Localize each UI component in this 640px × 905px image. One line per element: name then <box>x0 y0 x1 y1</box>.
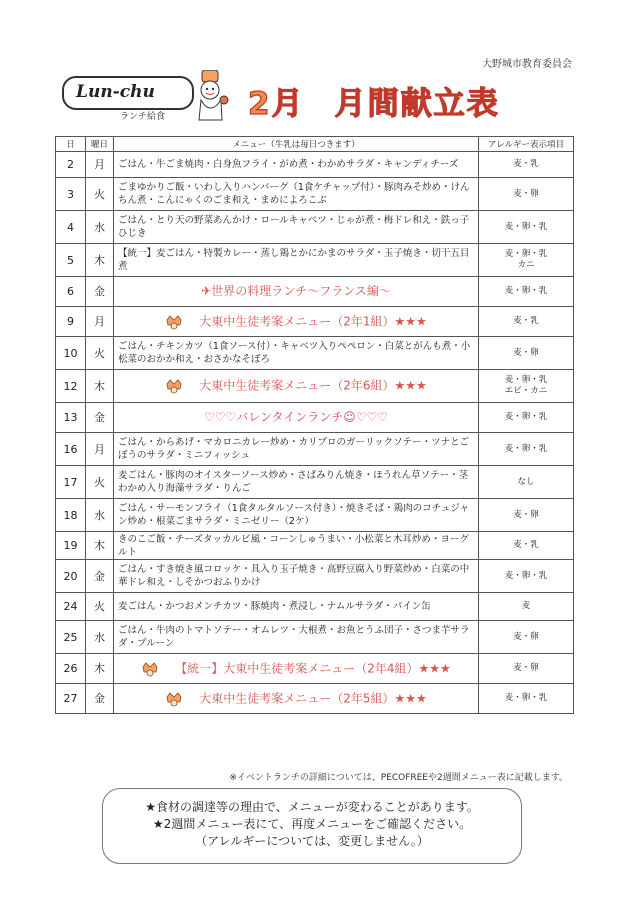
day-cell: 20 <box>56 560 86 593</box>
allergy-cell: 麦・乳 <box>479 532 574 560</box>
weekday-cell: 火 <box>86 466 114 499</box>
table-row <box>56 277 574 307</box>
day-cell: 26 <box>56 654 86 684</box>
allergy-cell: 麦・卵・乳 <box>479 403 574 433</box>
table-row <box>56 433 574 466</box>
header-allergy: アレルギー表示項目 <box>479 137 574 152</box>
event-menu-text: ♡♡♡バレンタインランチ☺♡♡♡ <box>203 410 389 424</box>
event-menu-cell <box>114 307 479 337</box>
allergy-cell: 麦・卵・乳 <box>479 560 574 593</box>
weekday-cell: 月 <box>86 433 114 466</box>
menu-cell: ごまゆかりご飯・いわし入りハンバーグ（1食ケチャップ付）・豚肉みそ炒め・けんちん煮・こんにゃくのごま和え・まめによろこぶ <box>114 178 479 211</box>
event-menu-text: 【統一】大東中生徒考案メニュー（2年4組）★★★ <box>175 661 451 675</box>
event-menu-text: 大東中生徒考案メニュー（2年5組）★★★ <box>199 691 427 705</box>
allergy-cell: 麦・卵 <box>479 178 574 211</box>
menu-cell: ごはん・すき焼き風コロッケ・具入り玉子焼き・高野豆腐入り野菜炒め・白菜の中華ドレ和え・しそかつおふりかけ <box>114 560 479 593</box>
menu-cell: 麦ごはん・かつおメンチカツ・豚焼肉・煮浸し・ナムルサラダ・パイン缶 <box>114 593 479 621</box>
weekday-cell: 金 <box>86 560 114 593</box>
allergy-cell: 麦・卵・乳 <box>479 684 574 714</box>
weekday-cell: 金 <box>86 403 114 433</box>
menu-cell: ごはん・牛ごま焼肉・白身魚フライ・がめ煮・わかめサラダ・キャンディチーズ <box>114 152 479 178</box>
allergy-cell: 麦・卵・乳 エビ・カニ <box>479 370 574 403</box>
table-row <box>56 244 574 277</box>
allergy-cell: 麦・乳 <box>479 307 574 337</box>
allergy-cell: 麦・卵・乳 カニ <box>479 244 574 277</box>
notice-line: ★食材の調達等の理由で、メニューが変わることがあります。 <box>145 800 479 814</box>
event-menu-text: ✈世界の料理ランチ～フランス編～ <box>201 284 391 298</box>
crown-mascot-icon <box>141 661 159 677</box>
day-cell: 18 <box>56 499 86 532</box>
table-row <box>56 684 574 714</box>
day-cell: 24 <box>56 593 86 621</box>
table-row <box>56 654 574 684</box>
logo-text: Lun-chu <box>76 82 155 102</box>
day-cell: 13 <box>56 403 86 433</box>
logo-frame <box>62 76 194 110</box>
table-row <box>56 499 574 532</box>
menu-cell: ごはん・とり天の野菜あんかけ・ロールキャベツ・じゃが煮・梅ドレ和え・鉄っ子ひじき <box>114 211 479 244</box>
table-row <box>56 307 574 337</box>
menu-cell: きのこご飯・チーズタッカルビ風・コーンしゅうまい・小松菜と木耳炒め・ヨーグルト <box>114 532 479 560</box>
crown-mascot-icon <box>165 314 183 330</box>
weekday-cell: 水 <box>86 499 114 532</box>
page-title <box>248 78 500 123</box>
day-cell: 17 <box>56 466 86 499</box>
allergy-cell: 麦 <box>479 593 574 621</box>
menu-cell: ごはん・からあげ・マカロニカレー炒め・カリブロのガーリックソテー・ツナとごぼうのサラダ・ミニフィッシュ <box>114 433 479 466</box>
table-row <box>56 337 574 370</box>
table-row <box>56 593 574 621</box>
title-month: 2月 <box>248 86 305 122</box>
weekday-cell: 火 <box>86 593 114 621</box>
table-row <box>56 370 574 403</box>
notice-box <box>102 788 522 864</box>
menu-cell: 【統一】麦ごはん・特製カレー・蒸し鶏とかにかまのサラダ・玉子焼き・切干五目煮 <box>114 244 479 277</box>
weekday-cell: 木 <box>86 370 114 403</box>
allergy-cell: 麦・卵 <box>479 337 574 370</box>
allergy-cell: 麦・卵 <box>479 621 574 654</box>
weekday-cell: 金 <box>86 684 114 714</box>
event-menu-cell <box>114 684 479 714</box>
day-cell: 10 <box>56 337 86 370</box>
day-cell: 9 <box>56 307 86 337</box>
allergy-cell: なし <box>479 466 574 499</box>
allergy-cell: 麦・卵・乳 <box>479 211 574 244</box>
table-row <box>56 532 574 560</box>
logo-subtitle: ランチ給食 <box>120 112 166 122</box>
title-main: 月間献立表 <box>334 86 500 122</box>
weekday-cell: 金 <box>86 277 114 307</box>
table-row <box>56 211 574 244</box>
day-cell: 25 <box>56 621 86 654</box>
event-menu-cell <box>114 277 479 307</box>
event-menu-cell <box>114 370 479 403</box>
table-row <box>56 178 574 211</box>
table-row <box>56 152 574 178</box>
footnote: ※イベントランチの詳細については、PECOFREEや2週間メニュー表に記載します。 <box>229 773 568 783</box>
weekday-cell: 水 <box>86 211 114 244</box>
weekday-cell: 木 <box>86 654 114 684</box>
day-cell: 6 <box>56 277 86 307</box>
header-menu: メニュー（牛乳は毎日つきます） <box>114 137 479 152</box>
notice-line: ★2週間メニュー表にて、再度メニューをご確認ください。 <box>152 817 472 831</box>
weekday-cell: 火 <box>86 337 114 370</box>
day-cell: 19 <box>56 532 86 560</box>
menu-cell: ごはん・牛肉のトマトソテー・オムレツ・大根煮・お魚とうふ団子・さつま芋サラダ・プルーン <box>114 621 479 654</box>
allergy-cell: 麦・卵・乳 <box>479 433 574 466</box>
menu-table-body <box>56 152 574 714</box>
day-cell: 4 <box>56 211 86 244</box>
allergy-cell: 麦・卵・乳 <box>479 277 574 307</box>
day-cell: 12 <box>56 370 86 403</box>
header-weekday: 曜日 <box>86 137 114 152</box>
lunchu-logo <box>62 76 192 122</box>
allergy-cell: 麦・卵 <box>479 654 574 684</box>
menu-cell: ごはん・サーモンフライ（1食タルタルソース付き）・焼きそば・鶏肉のコチュジャン炒め・根菜ごまサラダ・ミニゼリー（2ケ） <box>114 499 479 532</box>
header-day: 日 <box>56 137 86 152</box>
table-row <box>56 466 574 499</box>
day-cell: 27 <box>56 684 86 714</box>
table-header-row <box>56 137 574 152</box>
event-menu-text: 大東中生徒考案メニュー（2年1組）★★★ <box>199 314 427 328</box>
table-row <box>56 403 574 433</box>
crown-mascot-icon <box>165 378 183 394</box>
event-menu-cell <box>114 403 479 433</box>
weekday-cell: 火 <box>86 178 114 211</box>
event-menu-cell <box>114 654 479 684</box>
weekday-cell: 木 <box>86 244 114 277</box>
crown-mascot-icon <box>165 691 183 707</box>
weekday-cell: 月 <box>86 307 114 337</box>
allergy-cell: 麦・乳 <box>479 152 574 178</box>
day-cell: 5 <box>56 244 86 277</box>
menu-table <box>55 136 574 714</box>
day-cell: 3 <box>56 178 86 211</box>
mascot-icon <box>194 70 230 122</box>
weekday-cell: 水 <box>86 621 114 654</box>
weekday-cell: 木 <box>86 532 114 560</box>
menu-cell: 麦ごはん・豚肉のオイスターソース炒め・さばみりん焼き・ほうれん草ソテー・茎わかめ入り海藻サラダ・りんご <box>114 466 479 499</box>
organization-name: 大野城市教育委員会 <box>482 59 572 70</box>
menu-cell: ごはん・チキンカツ（1食ソース付）・キャベツ入りペペロン・白菜とがんも煮・小松菜のおかか和え・おさかなそぼろ <box>114 337 479 370</box>
event-menu-text: 大東中生徒考案メニュー（2年6組）★★★ <box>199 378 427 393</box>
table-row <box>56 560 574 593</box>
weekday-cell: 月 <box>86 152 114 178</box>
day-cell: 16 <box>56 433 86 466</box>
notice-line: （アレルギーについては、変更しません。） <box>195 834 429 848</box>
allergy-cell: 麦・卵 <box>479 499 574 532</box>
day-cell: 2 <box>56 152 86 178</box>
table-row <box>56 621 574 654</box>
